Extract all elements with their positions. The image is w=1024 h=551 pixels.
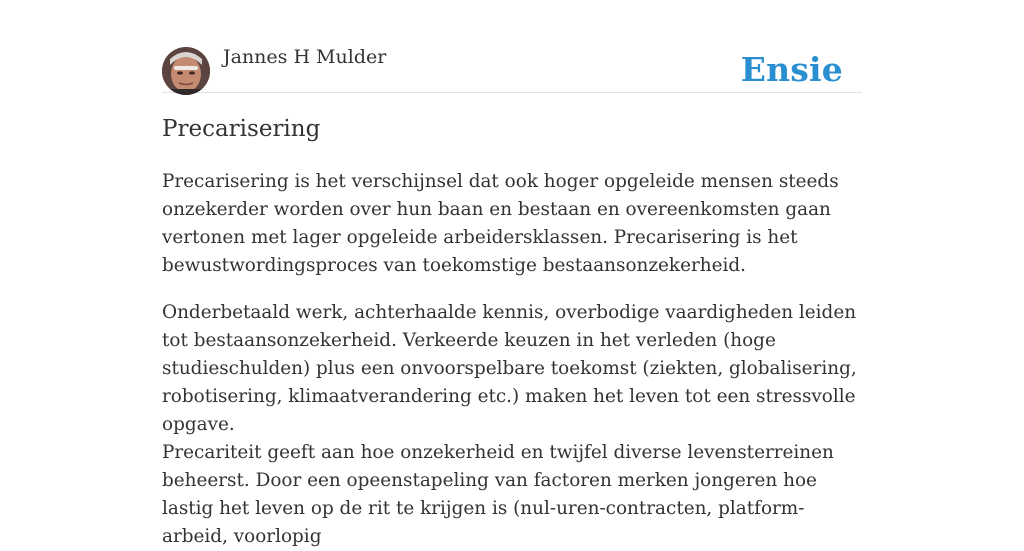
paragraph-1: Precarisering is het verschijnsel dat ook hoger opgeleide mensen steeds onzekerder worden over hun baan en bestaan en overeenkomsten gaan vertonen met lager opgeleide arbeidersklassen. Precarisering is het bewustwordingsproces van toekomstige bestaansonzekerheid. — [162, 171, 839, 276]
page-title: Precarisering — [162, 116, 321, 142]
paragraph-3: Precariteit geeft aan hoe onzekerheid en twijfel diverse levensterreinen beheerst. Door een opeenstapeling van factoren merken jongeren hoe lastig het leven op de rit te krijgen is (nul-uren-contracten, platform-arbeid, voorlopig — [162, 442, 834, 547]
author-header — [162, 0, 862, 93]
avatar-portrait-icon — [162, 47, 210, 95]
paragraph-2: Onderbetaald werk, achterhaalde kennis, overbodige vaardigheden leiden tot bestaansonzekerheid. Verkeerde keuzen in het verleden (hoge studieschulden) plus een onvoorspelbare toekomst (ziekten, globalisering, robotisering, klimaatverandering etc.) maken het leven tot een stressvolle opgave. — [162, 302, 857, 435]
author-name[interactable]: Jannes H Mulder — [223, 46, 387, 68]
author-avatar[interactable] — [162, 47, 210, 95]
page-content — [162, 0, 862, 547]
ensie-logo[interactable]: Ensie — [740, 50, 843, 89]
